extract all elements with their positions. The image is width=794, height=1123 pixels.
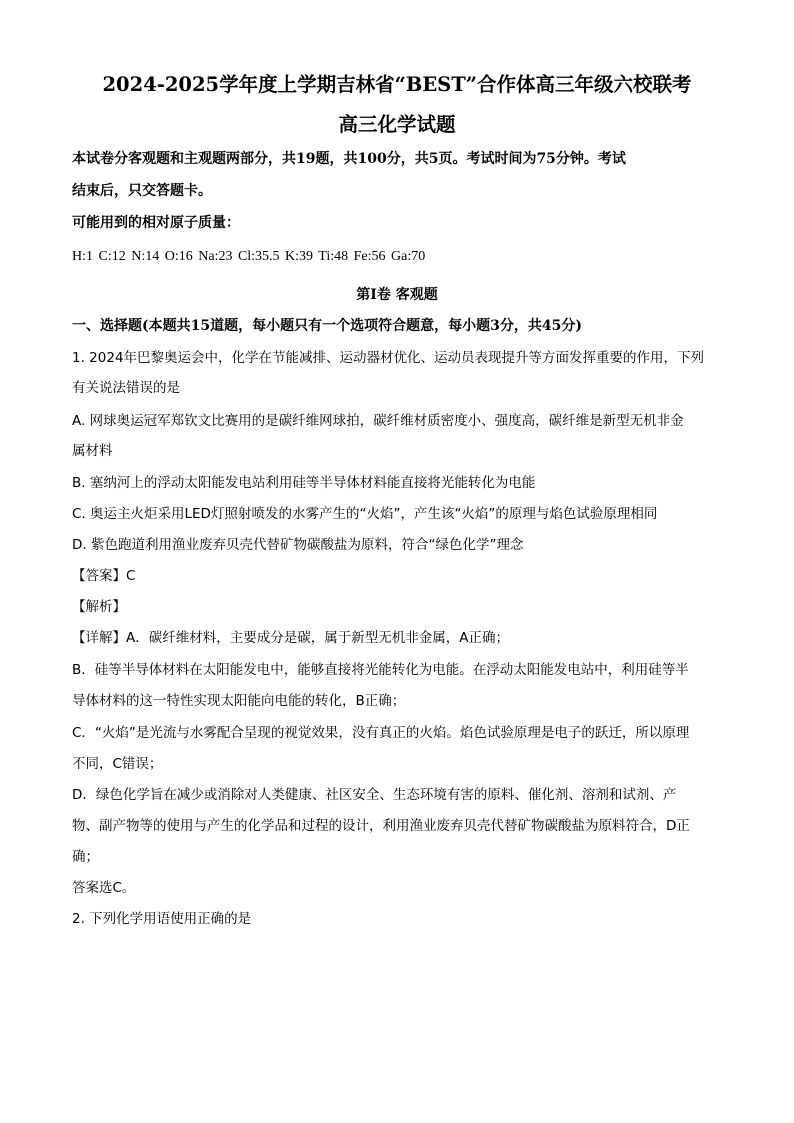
q1-stem-line-2: 有关说法错误的是 <box>72 380 180 396</box>
answer-label: 【答案】 <box>72 568 126 584</box>
q1-stem-line-1: 1. 2024年巴黎奥运会中，化学在节能减排、运动器材优化、运动员表现提升等方面发挥重要的作用，下列 <box>72 350 705 366</box>
section-title: 一、选择题(本题共15道题，每小题只有一个选项符合题意，每小题3分，共45分) <box>72 318 582 334</box>
q1-detail-line-8: 确； <box>72 849 99 865</box>
q1-option-c: C. 奥运主火炬采用LED灯照射喷发的水雾产生的“火焰”，产生该“火焰”的原理与焰色试验原理相同 <box>72 506 658 522</box>
exam-subtitle: 高三化学试题 <box>338 113 456 136</box>
q1-detail-line-3: 导体材料的这一特性实现太阳能向电能的转化，B正确； <box>72 693 406 709</box>
atomic-mass-label: 可能用到的相对原子质量： <box>72 215 240 231</box>
q1-conclusion: 答案选C。 <box>72 880 136 896</box>
exam-title: 2024-2025学年度上学期吉林省“BEST”合作体高三年级六校联考 <box>102 73 692 96</box>
q1-option-d: D. 紫色跑道利用渔业废弃贝壳代替矿物碳酸盐为原料，符合“绿色化学”理念 <box>72 537 524 553</box>
intro-line-2: 结束后，只交答题卡。 <box>72 183 212 199</box>
q1-option-a-line-1: A. 网球奥运冠军郑钦文比赛用的是碳纤维网球拍，碳纤维材质密度小、强度高，碳纤维是新型无机非金 <box>72 413 684 429</box>
q1-detail-line-5: 不同，C错误； <box>72 756 163 772</box>
q1-option-a-line-2: 属材料 <box>72 443 113 459</box>
q1-detail-line-7: 物、副产物等的使用与产生的化学品和过程的设计，利用渔业废弃贝壳代替矿物碳酸盐为原料符合，D正 <box>72 818 690 834</box>
atomic-mass-list: H:1 C:12 N:14 O:16 Na:23 Cl:35.5 K:39 Ti:48 Fe:56 Ga:70 <box>72 249 426 264</box>
intro-line-1: 本试卷分客观题和主观题两部分，共19题，共100分，共5页。考试时间为75分钟。考试 <box>72 151 626 167</box>
q1-option-b: B. 塞纳河上的浮动太阳能发电站利用硅等半导体材料能直接将光能转化为电能 <box>72 475 536 491</box>
volume-title: 第Ⅰ卷 客观题 <box>356 287 438 303</box>
q1-detail-line-6: D．绿色化学旨在减少或消除对人类健康、社区安全、生态环境有害的原料、催化剂、溶剂和试剂、产 <box>72 787 677 803</box>
analysis-label: 【解析】 <box>72 599 126 615</box>
q1-detail-line-4: C．“火焰”是光流与水雾配合呈现的视觉效果，没有真正的火焰。焰色试验原理是电子的跃迁，所以原理 <box>72 725 690 741</box>
q1-detail-line-1: 【详解】A．碳纤维材料，主要成分是碳，属于新型无机非金属，A正确； <box>72 630 509 646</box>
q1-answer <box>72 566 135 586</box>
answer-value: C <box>126 568 136 584</box>
q2-stem: 2. 下列化学用语使用正确的是 <box>72 911 252 927</box>
q1-detail-line-2: B．硅等半导体材料在太阳能发电中，能够直接将光能转化为电能。在浮动太阳能发电站中，利用硅等半 <box>72 662 689 678</box>
